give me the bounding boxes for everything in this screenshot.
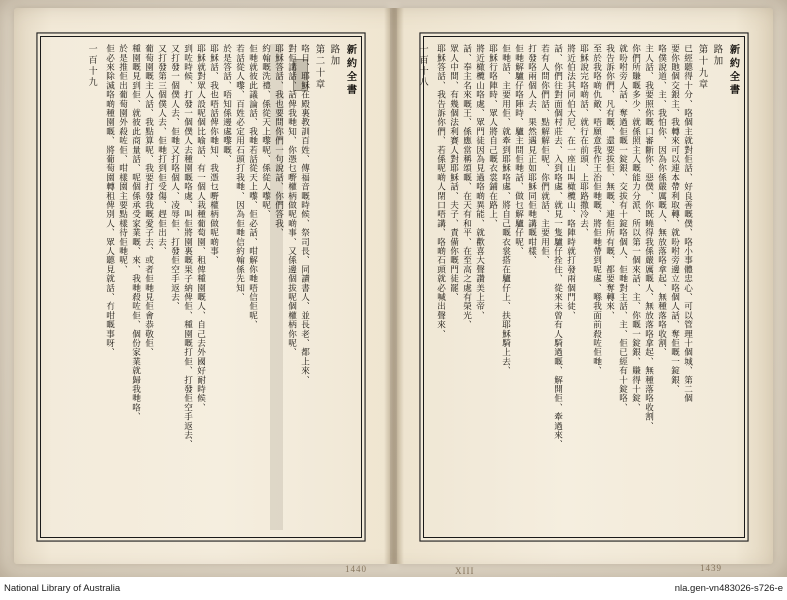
text-column: 佢哋就彼此議論話、我哋若話從天上嚟、佢必話、咁解你哋唔信佢呢、	[247, 44, 258, 330]
text-column: 耶穌就對眾人設呢個比喻話、有一個人栽種葡萄園、租俾種園嘅人、自己去外國好耐時候、	[195, 44, 206, 412]
text-column: 你們所賺嘅多少、就係照主人嘅能力分派、所以第一個來話、主、你嘅一錠銀、賺得十錠、	[630, 44, 641, 412]
page-heading-title-right: 新約全書	[727, 44, 739, 98]
book-gutter-shadow	[384, 8, 404, 564]
text-column: 佢哋解驢仔咯陣時、驢主問佢哋話、做乜解驢仔呢、	[513, 44, 524, 256]
text-column: 耶穌說完咯啲話、就行在前頭、上耶路撒冷去、	[578, 44, 589, 238]
text-column: 對佢講話、話俾我哋知、你憑乜嘢權柄做呢啲事、又係邊個拔呢個權柄你呢、	[286, 44, 297, 357]
institution-label: National Library of Australia	[4, 583, 121, 594]
text-frame-left	[40, 36, 362, 538]
text-column: 於是答話、唔知係邊處嚟嘅、	[221, 44, 232, 164]
text-column: 打發咯兩個人去、果然遇見正如耶穌同佢哋講嘅咁樣、	[526, 44, 537, 265]
text-column: 到咗時候、打發一個僕人去種園嘅咯處、叫佢將園裏嘅果子納俾佢、種園嘅打佢、打發佢空手返去、	[182, 44, 193, 449]
footer-metadata-bar	[0, 577, 787, 600]
text-column: 佢哋話、主要用佢、就牽到耶穌咯處、將自己嘅衣裳搭在驢仔上、扶耶穌騎上去、	[500, 44, 511, 376]
text-column: 若話從人嚟、百姓必定用石頭打我哋、因為佢哋信約翰係先知、	[234, 44, 245, 302]
text-frame-right	[417, 36, 745, 538]
open-book	[14, 8, 773, 564]
text-column: 於是推佢出葡萄園外殺咗佢、咁樣園主要點樣待佢哋呢、	[117, 44, 128, 274]
text-column: 要你貤個交銀主、我轉來可以連本帶利取轉、就吩咐旁邊立咯個人話、奪佢嘅一錠銀、	[669, 44, 680, 394]
text-column: 話、你們往對面個村莊去、入到咯處、就見一隻驢仔拴住、從來未曾有人騎過嘅、解開佢、牽過來、	[552, 44, 563, 449]
text-column: 耶穌話、我也唔話俾你哋知、我憑乜嘢權柄做呢啲事、	[208, 44, 219, 265]
pencil-mark-left: 1440	[345, 564, 367, 574]
text-column-highlighted: 耶穌答話、我也要問你們一句說話、你們答我、	[270, 44, 283, 530]
text-column: 我告訴你們、凡有嘅、還要拔佢、無嘅、連佢所有嘅、都要奪轉來、	[604, 44, 615, 320]
book-page-left	[14, 8, 390, 564]
text-column: 眾人中間、有幾個法利賽人對耶穌話、夫子、責備你嘅門徒罷、	[448, 44, 459, 302]
text-column: 葡萄園嘅主人話、我點算呢、我要打發我嘅愛子去、或者佢哋見佢會恭敬佢、	[143, 44, 154, 357]
text-column: 主人話、我要照你嘅口審斷你、惡僕、你既曉得我係嚴厲嘅人、無放落咯拿起、無種落咯收割、	[643, 44, 654, 431]
text-column: 若有人問你們話、點解解佢呢、你們就話、主要用佢、	[539, 44, 550, 265]
text-column: 已經聽得十分、咯個主就對佢話、好良善嘅僕、咯小事體忠心、可以管理十個城、第二個	[682, 44, 693, 403]
page-heading-book-left: 路加	[328, 44, 340, 68]
page-heading-title-left: 新約全書	[344, 44, 356, 98]
text-column: 話、奉主名來嘅王、係應當稱頌嘅、在天有和平、在至高之處有榮光、	[461, 44, 472, 330]
text-column: 將近橄欖山咯處、眾門徒因為見過咯啲異能、就歡喜大聲讚美上帝、	[474, 44, 485, 320]
pencil-mark-right: 1439	[700, 563, 722, 573]
page-heading-chapter-left: 第二十章	[313, 44, 325, 92]
page-number-right: 一百十八	[417, 44, 428, 88]
page-heading-chapter-right: 第十九章	[696, 44, 708, 92]
identifier-label: nla.gen-vn483026-s726-e	[674, 583, 783, 594]
page-number-left: 一百十九	[86, 44, 97, 88]
text-column: 至於我咯啲仇敵、唔願意我作王治佢哋嘅、將佢哋帶到呢處、喺我面前殺咗佢哋、	[591, 44, 602, 376]
text-column: 咯日、耶穌在殿裏教訓百姓、傳福音嘅時候、祭司長、同讀書人、並長老、都上來、	[299, 44, 310, 385]
text-column: 咯僕說道、主、我怕你、因為你係嚴厲嘅人、無放落咯拿起、無種落咯收割、	[656, 44, 667, 357]
text-column: 就吩咐旁人話、奪過佢嘅一錠銀、交拔有十錠咯個人、佢哋對主話、主、佢已經有十錠咯、	[617, 44, 628, 412]
pencil-mark-middle: XIII	[455, 566, 475, 576]
text-column: 又打發第三個僕人去、佢哋打到佢受傷、趕佢出去、	[156, 44, 167, 256]
text-column: 耶穌答話、我告訴你們、若係呢啲人閉口唔講、咯啲石頭就必喊出聲來、	[435, 44, 446, 339]
page-heading-book-right: 路加	[711, 44, 723, 68]
text-column: 又打發一個僕人去、佢哋又打咯個人、凌辱佢、打發佢空手返去、	[169, 44, 180, 311]
text-column: 佢必來除滅咯啲種園嘅、將葡萄園轉租俾別人、眾人聽見就話、冇咁嘅事呀、	[104, 44, 115, 357]
vertical-columns-right	[417, 44, 739, 530]
text-column: 將近伯法其同伯大尼、在一座山叫橄欖山、咯陣時就打發兩個門徒、	[565, 44, 576, 320]
text-column: 種園嘅見到佢、就彼此商量話、呢個係承受家業嘅、來、我哋殺咗佢、個份家業就歸我哋咯、	[130, 44, 141, 422]
text-column: 約翰嘅洗禮、係從天上嚟呢、係從人嚟呢、	[260, 44, 271, 219]
text-column: 耶穌行咯陣時、眾人將自己嘅衣裳鋪在路上、	[487, 44, 498, 228]
vertical-columns-left	[47, 44, 355, 530]
book-page-right	[397, 8, 773, 564]
